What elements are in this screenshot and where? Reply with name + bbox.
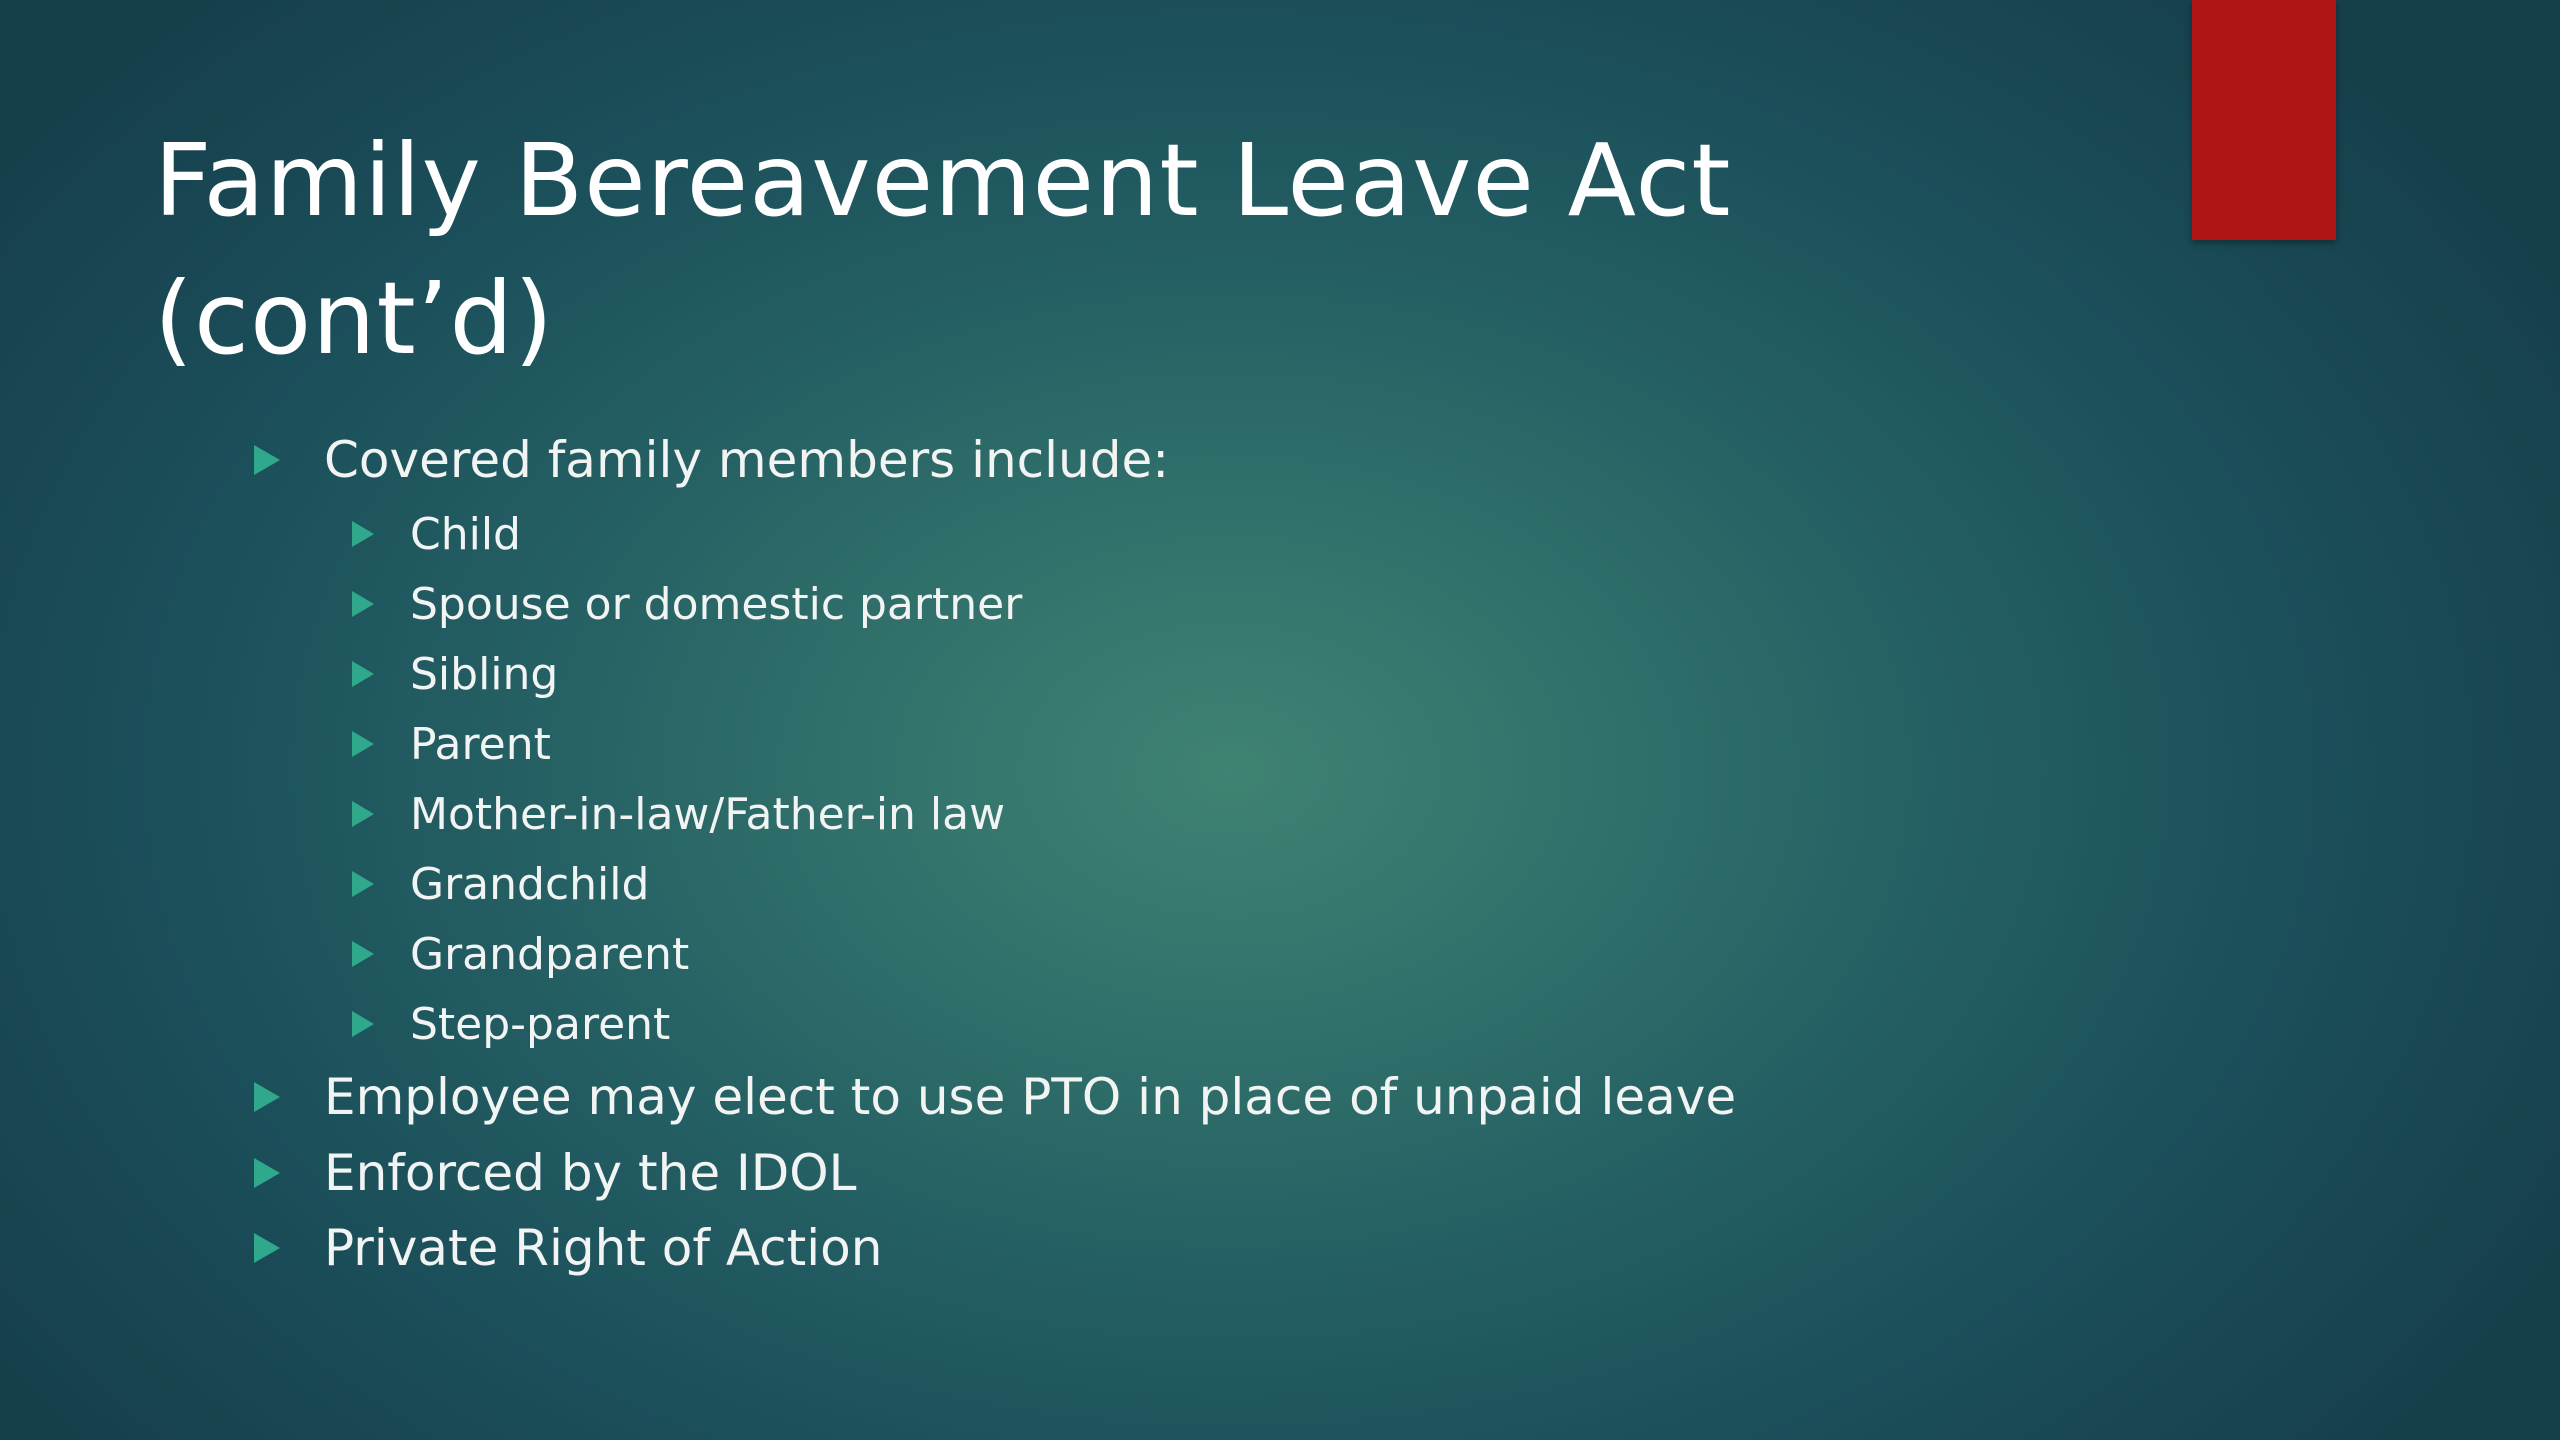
triangle-bullet-icon	[352, 591, 374, 617]
triangle-bullet-icon	[352, 731, 374, 757]
sub-bullet-item	[352, 503, 521, 565]
sub-bullet-text: Parent	[410, 718, 551, 770]
sub-bullet-item	[352, 853, 649, 915]
sub-bullet-text: Child	[410, 508, 521, 560]
sub-bullet-text: Step-parent	[410, 998, 671, 1050]
bullet-item	[254, 1063, 1736, 1131]
triangle-bullet-icon	[352, 661, 374, 687]
triangle-bullet-icon	[352, 801, 374, 827]
slide-title-line-2: (cont’d)	[154, 260, 555, 377]
bullet-item	[254, 426, 1169, 494]
sub-bullet-text: Grandchild	[410, 858, 650, 910]
triangle-bullet-icon	[254, 445, 280, 475]
triangle-bullet-icon	[254, 1082, 280, 1112]
sub-bullet-item	[352, 643, 558, 705]
sub-bullet-item	[352, 993, 670, 1055]
triangle-bullet-icon	[352, 1011, 374, 1037]
sub-bullet-text: Mother-in-law/Father-in law	[410, 788, 1006, 840]
sub-bullet-text: Sibling	[410, 648, 559, 700]
sub-bullet-item	[352, 713, 551, 775]
triangle-bullet-icon	[352, 521, 374, 547]
sub-bullet-text: Spouse or domestic partner	[410, 578, 1023, 630]
bullet-text: Private Right of Action	[324, 1219, 883, 1277]
triangle-bullet-icon	[352, 871, 374, 897]
sub-bullet-item	[352, 783, 1005, 845]
sub-bullet-item	[352, 573, 1022, 635]
bullet-text: Covered family members include:	[324, 431, 1170, 489]
bullet-item	[254, 1214, 882, 1282]
bullet-text: Employee may elect to use PTO in place of unpaid leave	[324, 1068, 1737, 1126]
triangle-bullet-icon	[352, 941, 374, 967]
slide-title-line-1: Family Bereavement Leave Act	[154, 122, 1732, 239]
sub-bullet-text: Grandparent	[410, 928, 690, 980]
triangle-bullet-icon	[254, 1233, 280, 1263]
bullet-text: Enforced by the IDOL	[324, 1144, 857, 1202]
bullet-item	[254, 1139, 856, 1207]
triangle-bullet-icon	[254, 1158, 280, 1188]
sub-bullet-item	[352, 923, 689, 985]
